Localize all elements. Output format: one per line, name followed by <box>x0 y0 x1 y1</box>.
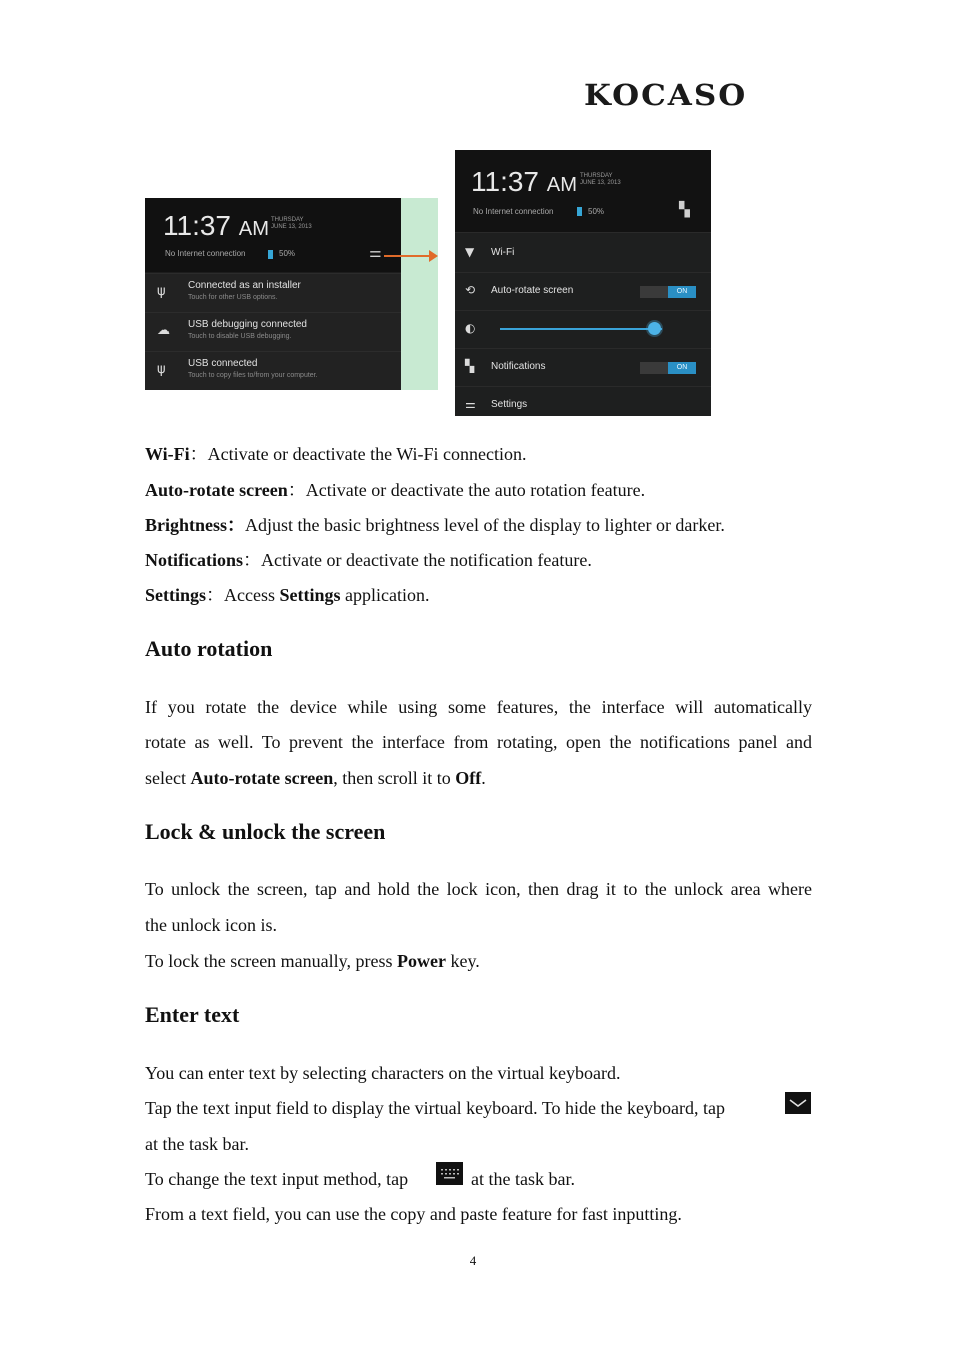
clock <box>163 210 269 242</box>
arrow-head-icon <box>429 250 438 262</box>
wifi-tile[interactable] <box>455 235 711 273</box>
date-block <box>271 217 312 231</box>
rotate-icon: ⟲ <box>465 283 476 297</box>
description-tail: application. <box>340 585 430 605</box>
paragraph-line: rotate as well. To prevent the interface from rotating, open the notifications panel and <box>145 732 812 752</box>
notifications-tile[interactable] <box>455 349 711 387</box>
bold-text: Power <box>397 951 446 971</box>
paragraph-line: If you rotate the device while using some features, the interface will automatically <box>145 697 812 717</box>
kocaso-logo: KOCASO <box>584 79 748 113</box>
clock-time: 11:37 <box>471 166 539 197</box>
term: Auto-rotate screen <box>145 480 288 500</box>
brightness-icon: ◐ <box>465 321 476 335</box>
battery-icon <box>268 250 273 259</box>
usb-icon: ψ <box>157 362 166 377</box>
bold-text: Auto-rotate screen <box>190 768 334 788</box>
battery-icon <box>577 207 582 216</box>
clock-ampm: AM <box>238 218 270 240</box>
separator: ： <box>243 550 261 570</box>
arrow-line <box>384 255 432 257</box>
separator: ： <box>189 444 208 464</box>
network-status: No Internet connection <box>165 249 246 258</box>
def-brightness <box>145 515 725 535</box>
paragraph-line: Tap the text input field to display the virtual keyboard. To hide the keyboard, tap <box>145 1098 725 1118</box>
text: . <box>481 768 486 788</box>
heading-auto-rotation: Auto rotation <box>145 636 273 661</box>
notification-subtitle: Touch to disable USB debugging. <box>188 333 292 340</box>
clock <box>471 166 577 198</box>
description: Activate or deactivate the notification feature. <box>261 550 592 570</box>
def-settings <box>145 585 430 605</box>
input-method-icon <box>436 1162 463 1185</box>
paragraph-line <box>145 951 480 971</box>
notifications-label: Notifications <box>491 361 546 372</box>
settings-bold: Settings <box>279 585 341 605</box>
toggle-on-label: ON <box>668 362 696 374</box>
text: key. <box>445 951 480 971</box>
heading-enter-text: Enter text <box>145 1002 240 1027</box>
date-block <box>580 173 621 187</box>
notification-item[interactable] <box>145 312 401 351</box>
notification-item[interactable] <box>145 351 401 390</box>
text: To lock the screen manually, press <box>145 951 397 971</box>
paragraph-line: You can enter text by selecting characters on the virtual keyboard. <box>145 1063 621 1083</box>
auto-rotate-toggle[interactable] <box>640 286 696 298</box>
clock-time: 11:37 <box>163 210 231 241</box>
separator: ： <box>287 480 306 500</box>
brightness-slider-track[interactable] <box>500 328 662 330</box>
description: Access <box>224 585 280 605</box>
notification-subtitle: Touch for other USB options. <box>188 294 278 301</box>
date-label: JUNE 13, 2013 <box>580 180 621 186</box>
notification-subtitle: Touch to copy files to/from your computer. <box>188 372 318 379</box>
description: Adjust the basic brightness level of the display to lighter or darker. <box>245 515 725 535</box>
def-wifi <box>145 444 527 464</box>
description: Activate or deactivate the Wi-Fi connection. <box>207 444 527 464</box>
wifi-label: Wi-Fi <box>491 247 515 258</box>
hide-keyboard-icon <box>785 1092 811 1114</box>
term: Brightness <box>145 515 228 535</box>
heading-lock-unlock: Lock & unlock the screen <box>145 819 386 844</box>
notifications-toggle[interactable] <box>640 362 696 374</box>
paragraph-line: at the task bar. <box>471 1169 575 1189</box>
quick-settings-screenshot <box>455 150 711 416</box>
text: , then scroll it to <box>333 768 456 788</box>
description: Activate or deactivate the auto rotation feature. <box>305 480 646 500</box>
quick-settings-icon[interactable]: ⚌ <box>369 245 382 261</box>
battery-level: 50% <box>279 249 296 258</box>
notification-panel <box>145 198 401 390</box>
def-auto-rotate <box>145 480 645 500</box>
notification-title: USB debugging connected <box>188 319 307 330</box>
settings-sliders-icon: ⚌ <box>465 397 476 411</box>
auto-rotate-label: Auto-rotate screen <box>491 285 574 296</box>
notification-item[interactable] <box>145 273 401 312</box>
page-number: 4 <box>469 1253 477 1268</box>
separator: ： <box>206 585 225 605</box>
usb-icon: ψ <box>157 284 166 299</box>
notifications-settings-icon[interactable]: ▚ <box>679 202 690 218</box>
def-notifications <box>145 550 592 570</box>
notification-panel-screenshot <box>145 198 438 390</box>
brightness-tile <box>455 311 711 349</box>
toggle-on-label: ON <box>668 286 696 298</box>
term: Wi-Fi <box>145 444 190 464</box>
paragraph-line: the unlock icon is. <box>145 915 277 935</box>
term: Notifications <box>145 550 243 570</box>
text: select <box>145 768 191 788</box>
term: Settings <box>145 585 207 605</box>
settings-label: Settings <box>491 399 528 410</box>
battery-level: 50% <box>588 207 605 216</box>
settings-tile[interactable] <box>455 387 711 416</box>
paragraph-line: To change the text input method, tap <box>145 1169 409 1189</box>
notification-title: USB connected <box>188 358 258 369</box>
paragraph-line: To unlock the screen, tap and hold the lock icon, then drag it to the unlock area where <box>145 879 812 899</box>
paragraph-line: From a text field, you can use the copy and paste feature for fast inputting. <box>145 1204 682 1224</box>
auto-rotate-tile[interactable] <box>455 273 711 311</box>
notification-title: Connected as an installer <box>188 280 301 291</box>
clock-ampm: AM <box>546 174 578 196</box>
paragraph-line <box>145 768 486 788</box>
date-label: JUNE 13, 2013 <box>271 224 312 230</box>
separator: ： <box>227 515 246 535</box>
panel-header <box>145 198 401 272</box>
day-label: THURSDAY <box>580 173 613 179</box>
brightness-slider-handle[interactable] <box>648 322 661 335</box>
bold-text: Off <box>455 768 482 788</box>
android-debug-icon: ☁ <box>157 323 170 338</box>
day-label: THURSDAY <box>271 217 304 223</box>
network-status: No Internet connection <box>473 207 554 216</box>
paragraph-line: at the task bar. <box>145 1134 249 1154</box>
quick-settings-header <box>455 150 711 233</box>
wifi-icon: ▼ <box>465 245 475 259</box>
notifications-icon: ▚ <box>465 359 475 373</box>
